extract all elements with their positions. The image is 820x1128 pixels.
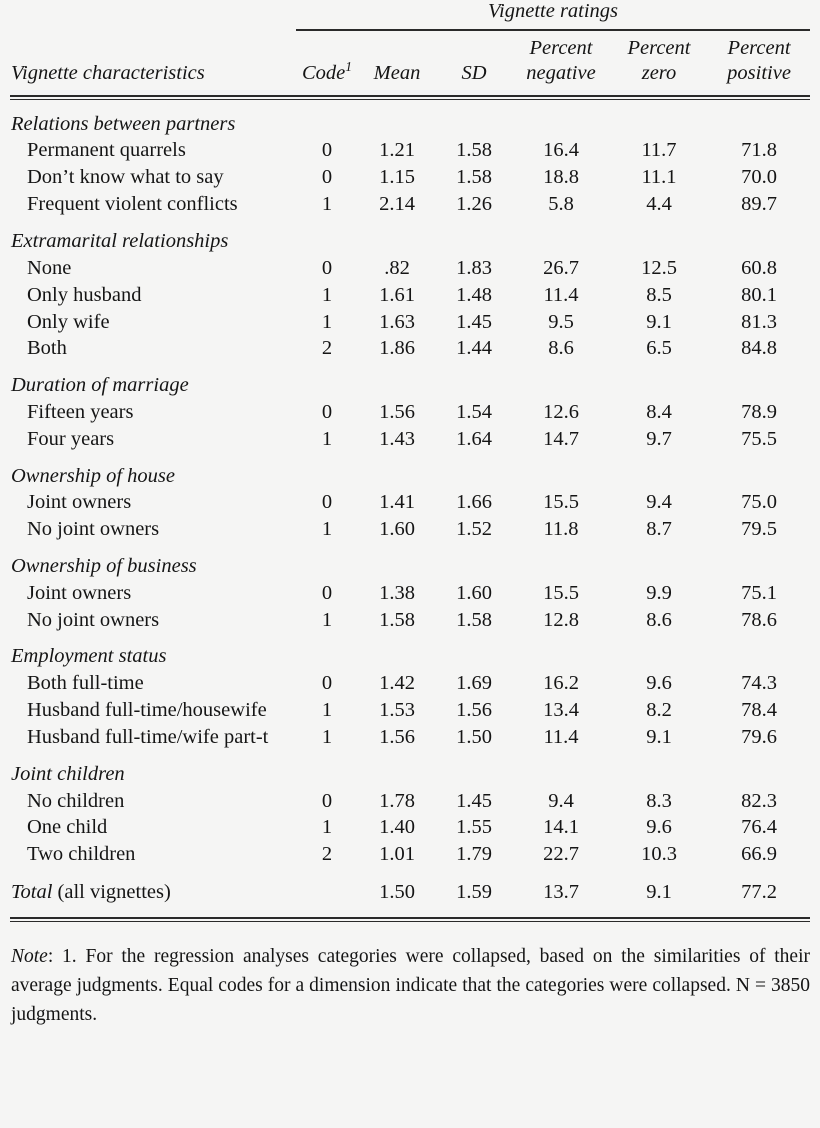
section-header-row bbox=[10, 453, 810, 490]
section-title: Ownership of house bbox=[11, 464, 175, 487]
cell-percent-positive: 60.8 bbox=[741, 256, 777, 279]
total-cell-code bbox=[296, 868, 358, 906]
cell-percent-zero: 4.4 bbox=[646, 193, 672, 216]
row-label: Permanent quarrels bbox=[27, 139, 186, 162]
code-footnote-marker: 1 bbox=[345, 58, 353, 74]
cell-sd: 1.45 bbox=[456, 789, 492, 812]
table-row bbox=[10, 281, 810, 308]
table-bottom-rule-row bbox=[10, 906, 810, 922]
cell-sd: 1.56 bbox=[456, 699, 492, 722]
cell-code: 0 bbox=[321, 256, 333, 279]
total-row-label bbox=[10, 868, 296, 906]
spanner-title-row bbox=[10, 0, 810, 24]
row-label: Both bbox=[27, 337, 67, 360]
cell-percent-zero: 8.2 bbox=[646, 699, 672, 722]
row-label: Two children bbox=[27, 843, 136, 866]
footnote-text: : 1. For the regression analyses categories were collapsed, based on the similarities of their average judgments. Equal codes for a dimension indicate that the categories were collapsed. N = 3850 judgments. bbox=[11, 945, 810, 1026]
table-footnote bbox=[10, 942, 810, 1030]
total-row-label-roman: (all vignettes) bbox=[52, 881, 171, 903]
total-row bbox=[10, 868, 810, 906]
cell-percent-negative: 12.8 bbox=[543, 608, 579, 631]
table-row bbox=[10, 697, 810, 724]
cell-mean: 2.14 bbox=[379, 193, 415, 216]
cell-mean: 1.40 bbox=[379, 816, 415, 839]
section-header-row bbox=[10, 633, 810, 670]
row-label: No joint owners bbox=[27, 518, 160, 541]
section-title: Duration of marriage bbox=[11, 374, 189, 397]
cell-code: 0 bbox=[321, 789, 333, 812]
cell-mean: 1.61 bbox=[379, 283, 415, 306]
column-header-percent-negative-line1: Percent bbox=[529, 36, 593, 59]
cell-percent-negative: 5.8 bbox=[548, 193, 574, 216]
column-header-mean bbox=[358, 36, 436, 92]
row-label: Only husband bbox=[27, 283, 142, 306]
table-header bbox=[10, 0, 810, 103]
cell-percent-zero: 8.6 bbox=[646, 608, 672, 631]
cell-sd: 1.26 bbox=[456, 193, 492, 216]
cell-code: 2 bbox=[321, 843, 333, 866]
total-cell-mean: 1.50 bbox=[379, 881, 415, 903]
column-header-percent-negative bbox=[512, 36, 610, 92]
cell-percent-positive: 81.3 bbox=[741, 310, 777, 333]
cell-percent-positive: 74.3 bbox=[741, 672, 777, 695]
column-header-percent-zero-line2: zero bbox=[641, 61, 677, 84]
row-label: One child bbox=[27, 816, 108, 839]
cell-code: 1 bbox=[321, 310, 333, 333]
total-cell-percent-negative: 13.7 bbox=[543, 881, 579, 903]
cell-percent-zero: 11.1 bbox=[641, 166, 677, 189]
cell-code: 0 bbox=[321, 139, 333, 162]
section-title: Employment status bbox=[11, 645, 167, 668]
cell-code: 1 bbox=[321, 193, 333, 216]
cell-mean: 1.43 bbox=[379, 427, 415, 450]
cell-sd: 1.58 bbox=[456, 166, 492, 189]
cell-percent-negative: 14.1 bbox=[543, 816, 579, 839]
cell-code: 0 bbox=[321, 166, 333, 189]
header-bottom-rule-line bbox=[10, 95, 810, 100]
cell-percent-zero: 8.5 bbox=[646, 283, 672, 306]
cell-percent-zero: 8.7 bbox=[646, 518, 672, 541]
cell-sd: 1.58 bbox=[456, 608, 492, 631]
column-header-percent-zero bbox=[610, 36, 708, 92]
cell-percent-negative: 22.7 bbox=[543, 843, 579, 866]
cell-percent-positive: 79.6 bbox=[741, 726, 777, 748]
cell-percent-positive: 78.6 bbox=[741, 608, 777, 631]
cell-sd: 1.69 bbox=[456, 672, 492, 695]
cell-percent-negative: 13.4 bbox=[543, 699, 579, 722]
cell-code: 1 bbox=[321, 283, 333, 306]
cell-code: 1 bbox=[321, 816, 333, 839]
cell-percent-negative: 11.8 bbox=[543, 518, 579, 541]
cell-percent-positive: 75.0 bbox=[741, 491, 777, 514]
footnote-label: Note bbox=[11, 945, 48, 967]
table-row bbox=[10, 489, 810, 516]
cell-sd: 1.54 bbox=[456, 400, 492, 423]
table-row bbox=[10, 164, 810, 191]
column-header-percent-negative-line2: negative bbox=[526, 61, 596, 84]
cell-percent-zero: 8.4 bbox=[646, 400, 672, 423]
cell-sd: 1.66 bbox=[456, 491, 492, 514]
spanner-empty-cell bbox=[10, 0, 296, 24]
column-header-code-text: Code bbox=[301, 61, 346, 84]
cell-percent-negative: 11.4 bbox=[543, 726, 579, 748]
header-bottom-rule bbox=[10, 92, 810, 103]
spanner-rule-line bbox=[296, 29, 810, 31]
column-header-percent-zero-line1: Percent bbox=[627, 36, 691, 59]
row-label: None bbox=[27, 256, 72, 279]
column-header-sd bbox=[436, 36, 512, 92]
cell-mean: 1.53 bbox=[379, 699, 415, 722]
column-header-sd-label: SD bbox=[461, 61, 487, 84]
section-title: Ownership of business bbox=[11, 554, 197, 577]
cell-code: 1 bbox=[321, 699, 333, 722]
row-label: Joint owners bbox=[27, 581, 132, 604]
cell-sd: 1.50 bbox=[456, 726, 492, 748]
cell-percent-positive: 70.0 bbox=[741, 166, 777, 189]
cell-percent-zero: 9.4 bbox=[646, 491, 672, 514]
cell-code: 0 bbox=[321, 491, 333, 514]
cell-sd: 1.58 bbox=[456, 139, 492, 162]
row-label: Both full-time bbox=[27, 672, 144, 695]
table-row bbox=[10, 841, 810, 868]
table-row bbox=[10, 191, 810, 218]
table-row bbox=[10, 399, 810, 426]
row-label: Frequent violent conflicts bbox=[27, 193, 238, 216]
cell-percent-negative: 9.4 bbox=[548, 789, 574, 812]
cell-mean: 1.38 bbox=[379, 581, 415, 604]
cell-percent-zero: 9.1 bbox=[646, 726, 672, 748]
section-header-row bbox=[10, 103, 810, 138]
cell-percent-negative: 16.4 bbox=[543, 139, 579, 162]
cell-percent-negative: 11.4 bbox=[543, 283, 579, 306]
cell-code: 0 bbox=[321, 581, 333, 604]
cell-percent-positive: 78.9 bbox=[741, 400, 777, 423]
cell-percent-negative: 26.7 bbox=[543, 256, 579, 279]
table-row bbox=[10, 308, 810, 335]
table-row bbox=[10, 426, 810, 453]
cell-code: 1 bbox=[321, 726, 333, 748]
table-bottom-rule bbox=[10, 906, 810, 922]
cell-sd: 1.52 bbox=[456, 518, 492, 541]
cell-percent-negative: 12.6 bbox=[543, 400, 579, 423]
cell-mean: .82 bbox=[384, 256, 410, 279]
table-body bbox=[10, 103, 810, 922]
cell-mean: 1.41 bbox=[379, 491, 415, 514]
row-label: Husband full-time/wife part-t bbox=[27, 726, 269, 748]
cell-code: 0 bbox=[321, 400, 333, 423]
cell-sd: 1.45 bbox=[456, 310, 492, 333]
cell-mean: 1.01 bbox=[379, 843, 415, 866]
cell-percent-positive: 79.5 bbox=[741, 518, 777, 541]
cell-percent-positive: 75.5 bbox=[741, 427, 777, 450]
cell-percent-positive: 84.8 bbox=[741, 337, 777, 360]
cell-code: 2 bbox=[321, 337, 333, 360]
cell-percent-positive: 80.1 bbox=[741, 283, 777, 306]
table-row bbox=[10, 580, 810, 607]
column-header-row bbox=[10, 36, 810, 92]
cell-percent-negative: 16.2 bbox=[543, 672, 579, 695]
cell-percent-zero: 9.1 bbox=[646, 310, 672, 333]
cell-sd: 1.55 bbox=[456, 816, 492, 839]
total-cell-sd: 1.59 bbox=[456, 881, 492, 903]
column-header-code bbox=[296, 36, 358, 92]
spanner-rule-row bbox=[10, 24, 810, 36]
section-title: Extramarital relationships bbox=[11, 229, 229, 252]
cell-mean: 1.58 bbox=[379, 608, 415, 631]
cell-percent-negative: 9.5 bbox=[548, 310, 574, 333]
row-label: No joint owners bbox=[27, 608, 160, 631]
table-row bbox=[10, 255, 810, 282]
cell-percent-zero: 10.3 bbox=[641, 843, 677, 866]
section-title: Relations between partners bbox=[11, 112, 236, 135]
row-label: Husband full-time/housewife bbox=[27, 699, 267, 722]
row-label: No children bbox=[27, 789, 125, 812]
total-cell-percent-positive: 77.2 bbox=[741, 881, 777, 903]
total-row-label-italic: Total bbox=[11, 881, 53, 903]
cell-percent-zero: 9.6 bbox=[646, 816, 672, 839]
table-row bbox=[10, 516, 810, 543]
cell-sd: 1.64 bbox=[456, 427, 492, 450]
header-bottom-rule-row bbox=[10, 92, 810, 103]
cell-sd: 1.60 bbox=[456, 581, 492, 604]
spanner-rule bbox=[296, 24, 810, 36]
cell-mean: 1.56 bbox=[379, 726, 415, 748]
cell-mean: 1.56 bbox=[379, 400, 415, 423]
cell-mean: 1.86 bbox=[379, 337, 415, 360]
cell-percent-positive: 82.3 bbox=[741, 789, 777, 812]
table-row bbox=[10, 607, 810, 634]
row-label: Don’t know what to say bbox=[27, 166, 224, 189]
cell-mean: 1.60 bbox=[379, 518, 415, 541]
cell-percent-positive: 71.8 bbox=[741, 139, 777, 162]
cell-percent-zero: 9.7 bbox=[646, 427, 672, 450]
section-header-row bbox=[10, 362, 810, 399]
cell-percent-negative: 14.7 bbox=[543, 427, 579, 450]
column-header-percent-positive-line2: positive bbox=[727, 61, 791, 84]
row-label: Four years bbox=[27, 427, 115, 450]
column-header-vignette-characteristics-label: Vignette characteristics bbox=[11, 61, 205, 84]
cell-code: 1 bbox=[321, 518, 333, 541]
column-header-percent-positive bbox=[708, 36, 810, 92]
cell-mean: 1.21 bbox=[379, 139, 415, 162]
table-row bbox=[10, 670, 810, 697]
cell-percent-positive: 75.1 bbox=[741, 581, 777, 604]
cell-percent-negative: 15.5 bbox=[543, 581, 579, 604]
cell-code: 1 bbox=[321, 608, 333, 631]
cell-percent-negative: 8.6 bbox=[548, 337, 574, 360]
cell-mean: 1.78 bbox=[379, 789, 415, 812]
cell-sd: 1.79 bbox=[456, 843, 492, 866]
spanner-rule-empty-cell bbox=[10, 24, 296, 36]
cell-percent-zero: 12.5 bbox=[641, 256, 677, 279]
cell-percent-positive: 66.9 bbox=[741, 843, 777, 866]
section-title: Joint children bbox=[11, 762, 125, 785]
cell-percent-zero: 8.3 bbox=[646, 789, 672, 812]
cell-sd: 1.44 bbox=[456, 337, 492, 360]
cell-mean: 1.15 bbox=[379, 166, 415, 189]
cell-percent-positive: 76.4 bbox=[741, 816, 777, 839]
cell-percent-zero: 9.6 bbox=[646, 672, 672, 695]
cell-percent-zero: 6.5 bbox=[646, 337, 672, 360]
total-cell-percent-zero: 9.1 bbox=[646, 881, 672, 903]
cell-percent-zero: 9.9 bbox=[646, 581, 672, 604]
cell-code: 0 bbox=[321, 672, 333, 695]
section-header-row bbox=[10, 543, 810, 580]
table-row bbox=[10, 724, 810, 751]
row-label: Joint owners bbox=[27, 491, 132, 514]
section-header-row bbox=[10, 751, 810, 788]
column-header-mean-label: Mean bbox=[373, 61, 421, 84]
cell-sd: 1.48 bbox=[456, 283, 492, 306]
cell-code: 1 bbox=[321, 427, 333, 450]
cell-percent-negative: 18.8 bbox=[543, 166, 579, 189]
table-row bbox=[10, 137, 810, 164]
column-header-code-label bbox=[296, 58, 358, 86]
cell-sd: 1.83 bbox=[456, 256, 492, 279]
spanner-title: Vignette ratings bbox=[488, 0, 619, 22]
cell-mean: 1.42 bbox=[379, 672, 415, 695]
table-bottom-rule-line bbox=[10, 917, 810, 922]
cell-mean: 1.63 bbox=[379, 310, 415, 333]
column-header-vignette-characteristics bbox=[10, 36, 296, 92]
column-header-percent-positive-line1: Percent bbox=[727, 36, 791, 59]
row-label: Only wife bbox=[27, 310, 110, 333]
table-row bbox=[10, 787, 810, 814]
vignette-ratings-table bbox=[10, 0, 810, 922]
row-label: Fifteen years bbox=[27, 400, 134, 423]
cell-percent-positive: 89.7 bbox=[741, 193, 777, 216]
cell-percent-negative: 15.5 bbox=[543, 491, 579, 514]
cell-percent-positive: 78.4 bbox=[741, 699, 777, 722]
section-header-row bbox=[10, 218, 810, 255]
cell-percent-zero: 11.7 bbox=[641, 139, 677, 162]
table-row bbox=[10, 814, 810, 841]
table-row bbox=[10, 335, 810, 362]
